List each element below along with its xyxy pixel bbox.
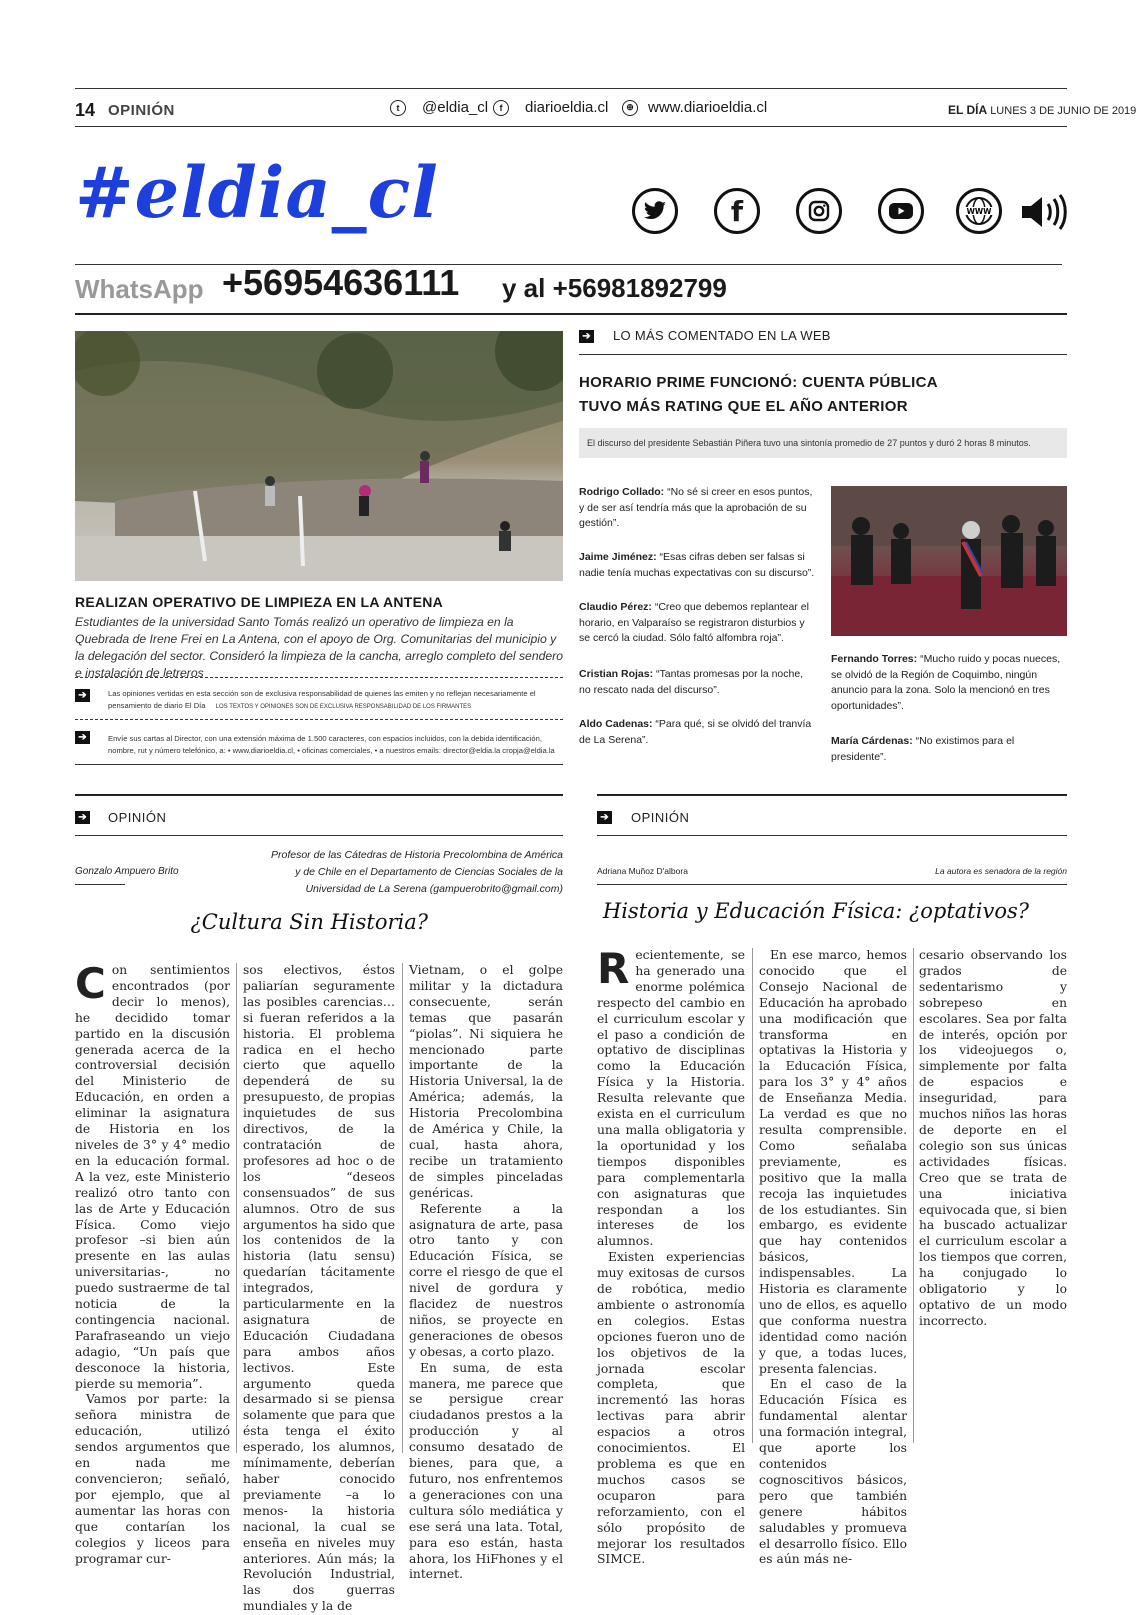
facebook-icon: f [493, 100, 509, 116]
disclaimer-text: Las opiniones vertidas en esta sección son de exclusiva responsabilidad de quienes las emiten y no reflejan necesariamente el pensamiento de diario El Día [108, 689, 536, 710]
column-text: En el caso de la Educación Física es fundamental alentar una formación integral, que aporte los contenidos cognoscitivos básicos, pero que también genere hábitos saludables y promueva el desarrollo físico. Ello es aún más ne- [759, 1377, 907, 1567]
speaker-icon[interactable] [1020, 194, 1070, 235]
instagram-icon[interactable] [796, 188, 842, 234]
whatsapp-number[interactable]: +56954636111 [222, 262, 460, 303]
author-rule [597, 884, 1067, 885]
dateline [948, 103, 1136, 117]
photo-story-title: REALIZAN OPERATIVO DE LIMPIEZA EN LA ANTENA [75, 594, 444, 610]
opinion-left-label: OPINIÓN [108, 810, 167, 825]
column-text: cesario observando los grados de sedentarismo y sobrepeso en escolares. Sea por falta de interés, opción por los videojuegos o, simplemente por falta de espacios e inseguridad, para muchos niños las horas de deporte en el colegio son sus únicas actividades físicas. Creo que se trata de una iniciativa equivocada que, si bien ha buscado actualizar el curriculum escolar a los tiempos que corren, ha conjugado lo obligatorio y lo optativo de un modo incorrecto. [919, 948, 1067, 1328]
section-label: OPINIÓN [108, 102, 175, 119]
column-text: En suma, de esta manera, me parece que se persigue crear ciudadanos prestos a la producción y al consumo desatado de bienes, para que, a futuro, nos enfrentemos a generaciones con una cultura sólo mediática y ese será una lata. Total, para eso están, hasta ahora, los HiFhones y el internet. [409, 1360, 563, 1582]
article-title: ¿Cultura Sin Historia? [190, 910, 428, 934]
whatsapp-label: WhatsApp [75, 274, 204, 304]
top-rule [75, 88, 1067, 89]
comment-text: “No existimos para el presidente”. [831, 735, 1015, 763]
commenter-name: Fernando Torres: [831, 653, 918, 665]
comment-item [579, 717, 815, 748]
disclaimer-caps: LOS TEXTOS Y OPINIONES SON DE EXCLUSIVA RESPONSABILIDAD DE LOS FIRMANTES [215, 704, 472, 710]
header-bottom-rule [75, 126, 1067, 127]
hashtag-title: #eldia_cl [75, 151, 439, 234]
president-photo [831, 486, 1067, 636]
web-label-rule [579, 354, 1067, 355]
comment-item [579, 667, 815, 698]
commenter-name: Aldo Cadenas: [579, 718, 653, 730]
drop-cap: R [597, 944, 630, 993]
column-text: Referente a la asignatura de arte, pasa otro tanto y con Educación Física, se corre el riesgo de que el nivel de gordura y flacidez de nuestros niños, se proyecte en generaciones de obesos y obesas, a corto plazo. [409, 1201, 563, 1359]
author-rule [75, 884, 125, 885]
note-bottom-rule [75, 764, 563, 765]
column-text: Vietnam, o el golpe militar y la dictadura consecuente, serán temas que pasarán “piolas”. Ni siquiera he mencionado parte importante de la Historia Universal, la de América; además, la Historia Precolombina de América y Chile, la cual, hasta ahora, recibe un tratamiento de simples pinceladas genéricas. [409, 963, 563, 1200]
column-text: on sentimientos encontrados (por decir lo menos), he decidido tomar partido en la discusión generada acerca de la controversial decisión del Ministerio de Educación, en orden a eliminar la asignatura de Historia en los niveles de 3° y 4° medio en la educación formal. A la vez, este Ministerio realizó otro tanto con las de Arte y Educación Física. Como viejo profesor –si bien aún presente en las aulas universitarias-, no puedo sustraerme de tal noticia de la contingencia nacional. Parafraseando un viejo adagio, “Un país que desconoce la historia, pierde su memoria”. [75, 963, 230, 1391]
opinion-left-label-rule [75, 835, 563, 836]
column-text: En ese marco, hemos conocido que el Consejo Nacional de Educación ha aprobado una modificación que transforma en optativas la Historia y la Educación Física, para los 3° y 4° años de Enseñanza Media. La verdad es que no resulta comprensible. Como señalaba previamente, es positivo que la malla recoja las inquietudes de los estudiantes. Sin embargo, es evidente que hay contenidos básicos, indispensables. La Historia es claramente uno de ellos, es aquello que conforma nuestra identidad como nación y que, a todas luces, presenta falencias. [759, 948, 907, 1376]
article-column-1 [75, 959, 230, 1567]
web-summary: El discurso del presidente Sebastián Piñera tuvo una sintonía promedio de 27 puntos y duró 2 horas 8 minutos. [579, 428, 1067, 458]
comment-item [579, 485, 815, 532]
drop-cap: C [75, 959, 106, 1008]
comment-item [831, 652, 1067, 714]
column-divider [402, 963, 403, 1453]
article-column-3 [409, 963, 563, 1583]
note-divider [75, 677, 563, 678]
comment-text: “Tantas promesas por la noche, no rescato nada del discurso”. [579, 668, 804, 696]
column-text: Vamos por parte: la señora ministra de educación, utilizó sendos argumentos que en nada me convencieron; señaló, por ejemplo, que al aumentar las horas con que contarían los colegios y liceos para programar cur- [75, 1392, 230, 1566]
paper-name: EL DÍA [948, 103, 988, 117]
comment-item [831, 734, 1067, 765]
author-bio: La autora es senadora de la región [935, 866, 1067, 876]
arrow-icon: ➔ [579, 330, 594, 343]
comment-text: “Mucho ruido y pocas nueces, se olvidó de la Región de Coquimbo, ningún anuncio para la zona. Solo la mencionó en tres oportunidades”. [831, 653, 1061, 712]
web-section-label: LO MÁS COMENTADO EN LA WEB [613, 328, 831, 343]
facebook-text: diarioeldia.cl [525, 99, 609, 116]
svg-text:WWW: WWW [966, 207, 992, 216]
note-divider [75, 719, 563, 720]
globe-icon: ⊕ [622, 100, 638, 116]
commenter-name: Claudio Pérez: [579, 601, 652, 613]
comment-text: “Creo que debemos replantear el horario, en Valparaíso se registraron disturbios y se cercó la ciudad. Sólo faltó alfombra roja”. [579, 601, 809, 644]
facebook-icon[interactable]: f [714, 188, 760, 234]
column-text: Existen experiencias muy exitosas de cursos de robótica, medio ambiente o astronomía en colegios. Estas opciones fueron uno de los objetivos de la jornada escolar completa, que incrementó las horas lectivas para abrir espacios a otros conocimientos. El problema es que en muchos casos se ocuparon para reforzamiento, con el sólo propósito de mejorar los resultados SIMCE. [597, 1250, 745, 1567]
author-name: Gonzalo Ampuero Brito [75, 866, 179, 877]
arrow-icon: ➔ [75, 811, 90, 824]
article-title: Historia y Educación Física: ¿optativos? [602, 899, 1029, 923]
arrow-icon: ➔ [75, 731, 90, 744]
author-name: Adriana Muñoz D'albora [597, 866, 688, 876]
banner-bottom-rule [75, 313, 1067, 315]
twitter-text: @eldia_cl [422, 99, 489, 116]
opinion-right-top-rule [597, 794, 1067, 796]
author-bio: Profesor de las Cátedras de Historia Precolombina de América y de Chile en el Departamento de Ciencias Sociales de la Universidad de La Serena (gampuerobrito@gmail.com) [271, 849, 563, 895]
web-icon[interactable] [956, 188, 1002, 234]
arrow-icon: ➔ [597, 811, 612, 824]
commenter-name: María Cárdenas: [831, 735, 913, 747]
article-column-1 [597, 944, 745, 1568]
comment-text: “No sé si creer en esos puntos, y de ser así tendría más que la aprobación de su gestión”. [579, 486, 813, 529]
comment-text: “Esas cifras deben ser falsas si nadie tenía muchas expectativas con su discurso”. [579, 551, 815, 579]
column-text: sos electivos, éstos paliarían seguramente las posibles carencias…si fueran referidos a la historia. El problema radica en el hecho cierto que aquello dependerá de su presupuesto, de propias inquietudes de sus directivos, de la contratación de profesores ad hoc o de los “deseos consensuados” de sus alumnos. Otro de sus argumentos ha sido que los contenidos de la historia (latu sensu) quedarían tácitamente integrados, particularmente en la asignatura de Educación Ciudadana para ambos años lectivos. Este argumento queda desarmado si se piensa solamente que para que ésta tenga el éxito esperado, los alumnos, mínimamente, deberían haber conocido previamente –a lo menos- la historia nacional, la cual se enseña en niveles muy anteriores. Aún más; la Revolución Industrial, las dos guerras mundiales y la de [243, 963, 395, 1614]
twitter-icon[interactable] [632, 188, 678, 234]
opinion-disclaimer [108, 688, 563, 713]
column-divider [913, 948, 914, 1443]
commenter-name: Rodrigo Collado: [579, 486, 665, 498]
letters-note: Envíe sus cartas al Director, con una extensión máxima de 1.500 caracteres, con espacios incluidos, con la debida identificación, nombre, rut y número telefónico, a: • www.diarioeldia.cl, • oficinas comerciales, • a nuestros emails: director@eldia.la cropja@eldia.la [108, 734, 555, 755]
cleanup-photo [75, 331, 563, 581]
comment-item [579, 550, 815, 581]
article-column-3 [919, 948, 1067, 1330]
column-divider [236, 963, 237, 1453]
comment-text: “Para qué, si se olvidó del tranvía de La Serena”. [579, 718, 812, 746]
opinion-right-label: OPINIÓN [631, 810, 690, 825]
whatsapp-number-alt[interactable]: y al +56981892799 [502, 273, 727, 303]
column-text: ecientemente, se ha generado una enorme polémica respecto del cambio en el curriculum escolar y el paso a condición de optativo de disciplinas como la Educación Física y la Historia. Resulta relevante que exista en el curriculum una malla obligatoria y la oportunidad y los tiempos disponibles para complementarla con asignaturas que respondan a los intereses de los alumnos. [597, 948, 745, 1249]
web-headline[interactable] [579, 371, 979, 419]
facebook-handle[interactable] [493, 99, 608, 116]
opinion-right-label-rule [597, 835, 1067, 836]
photo-story-caption: Estudiantes de la universidad Santo Tomás realizó un operativo de limpieza en la Quebrada de Irene Frei en La Antena, con el apoyo de Org. Comunitarias del municipio y la delegación del sector. Consideró la limpieza de la cancha, arreglo completo del sendero e instalación de letreros [75, 615, 564, 680]
arrow-icon: ➔ [75, 689, 90, 702]
article-column-2 [243, 963, 395, 1615]
twitter-handle[interactable] [390, 99, 488, 116]
commenter-name: Cristian Rojas: [579, 668, 654, 680]
youtube-icon[interactable] [878, 188, 924, 234]
issue-date: LUNES 3 DE JUNIO DE 2019 [990, 105, 1137, 117]
headline-line-2: TUVO MÁS RATING QUE EL AÑO ANTERIOR [579, 398, 908, 415]
website-link[interactable] [622, 99, 767, 116]
twitter-icon: t [390, 100, 406, 116]
page-number: 14 [75, 100, 96, 120]
headline-line-1: HORARIO PRIME FUNCIONÓ: CUENTA PÚBLICA [579, 374, 938, 391]
column-divider [752, 948, 753, 1443]
article-column-2 [759, 948, 907, 1568]
commenter-name: Jaime Jiménez: [579, 551, 657, 563]
website-text: www.diarioeldia.cl [648, 99, 768, 116]
opinion-left-top-rule [75, 794, 563, 796]
comment-item [579, 600, 815, 647]
